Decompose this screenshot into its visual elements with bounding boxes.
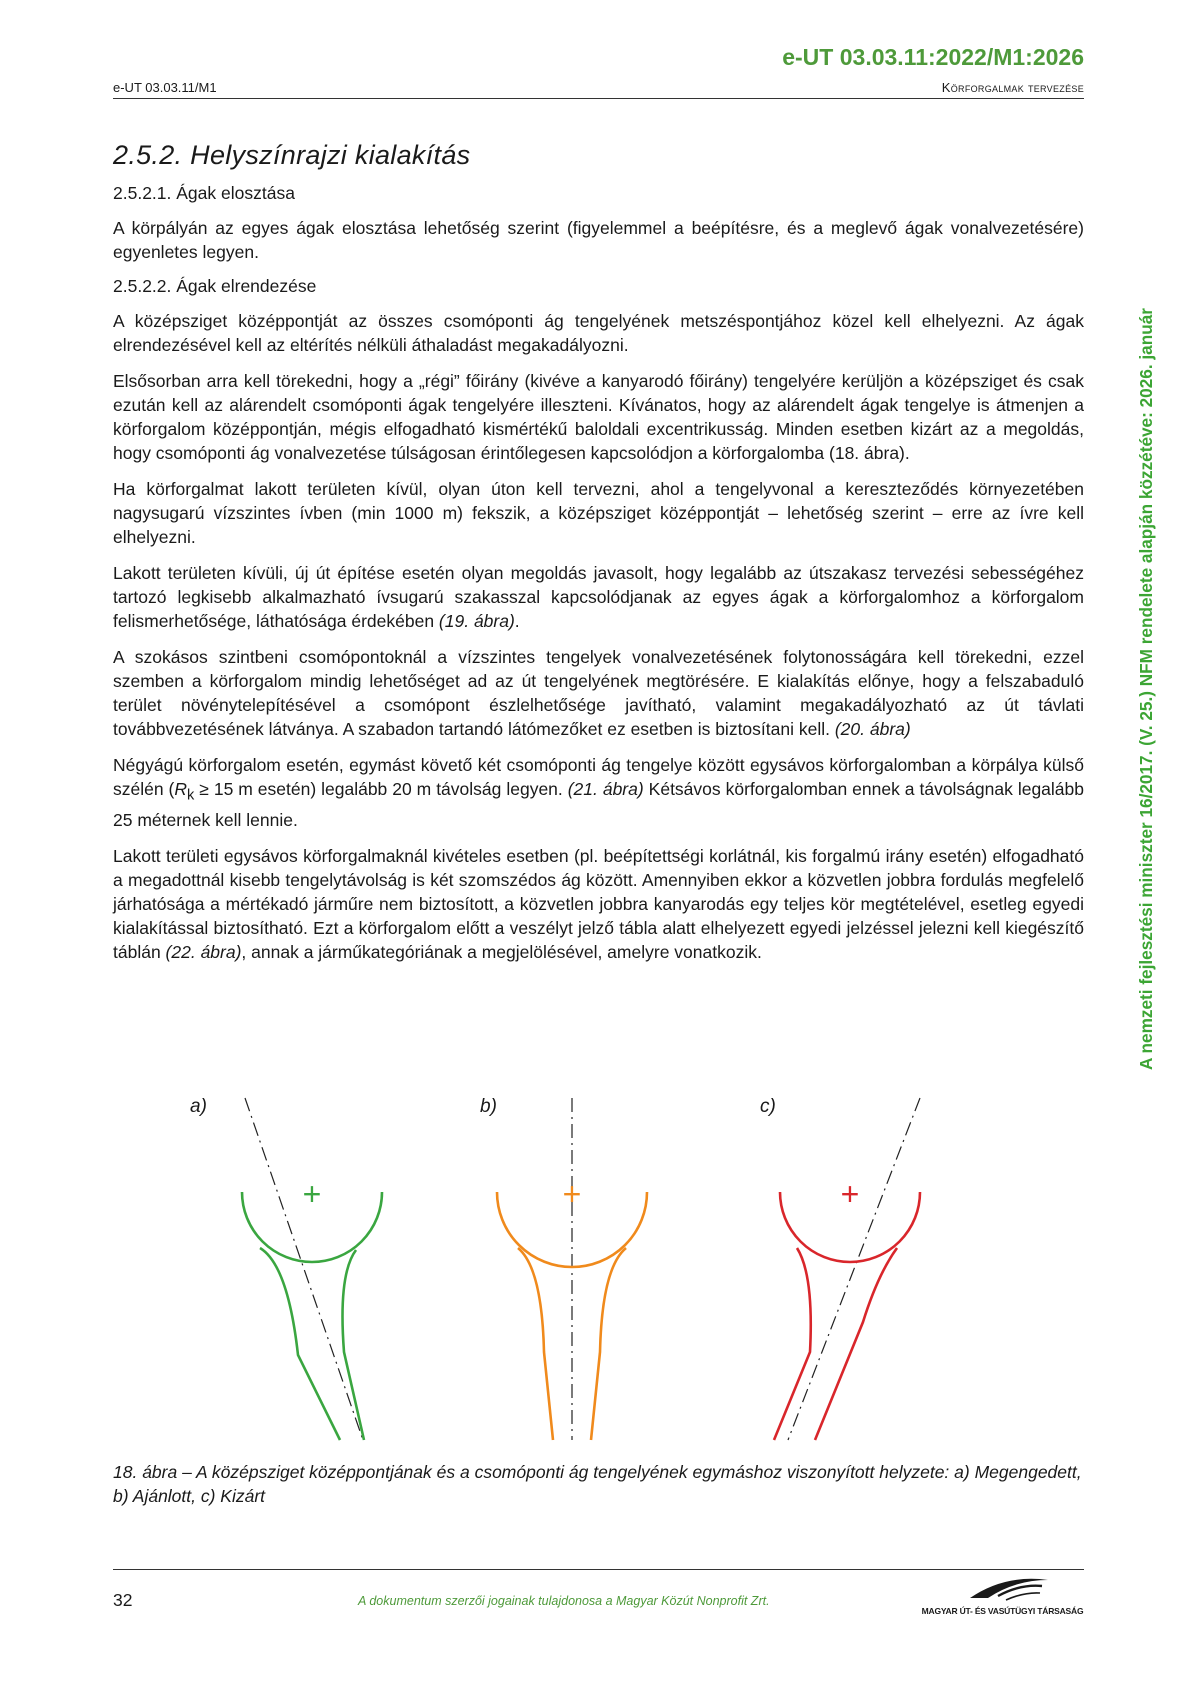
subsection-heading-branch-distribution: 2.5.2.1. Ágak elosztása bbox=[113, 183, 295, 203]
branch-edge-right bbox=[815, 1248, 897, 1440]
paragraph: Ha körforgalmat lakott területen kívül, olyan úton kell tervezni, ahol a tengelyvonal a kereszteződés környezetében nagysugarú vízszintes ívben (min 1000 m) fekszik, a középsziget középpontját – lehetőség szerint – erre az ívre kell elhelyezni. bbox=[113, 479, 1084, 547]
radius-subscript: k bbox=[187, 787, 195, 804]
header-divider bbox=[113, 98, 1084, 99]
diagram-a-permitted bbox=[190, 1096, 382, 1440]
paragraph bbox=[113, 844, 1084, 964]
paragraph bbox=[113, 645, 1084, 741]
diagram-label-c: c) bbox=[760, 1096, 776, 1117]
page-number: 32 bbox=[113, 1590, 133, 1610]
diagram-b-recommended bbox=[480, 1096, 647, 1440]
logo-text: MAGYAR ÚT- ÉS VASÚTÜGYI TÁRSASÁG bbox=[921, 1606, 1084, 1616]
footer-divider bbox=[113, 1569, 1084, 1570]
paragraph bbox=[113, 753, 1084, 832]
paragraph-text: Lakott területi egysávos körforgalmaknál kivételes esetben (pl. beépítettségi korlátnál, kis forgalmú irány esetén) elfogadható a megadottnál kisebb tengelytávolság is két szomszédos ág között. Amennyiben ekkor a közvetlen jobbra fordulás megfelelő járhatósága a mértékadó járműre nem biztosított, a közvetlen jobbra kanyarodás egy teljes kör megtételével, esetleg egyedi kialakítással biztosítható. Ezt a körforgalom előtt a veszélyt jelző tábla alatt elhelyezett egyedi jelzéssel jelezni kell kiegészítő táblán bbox=[113, 845, 1084, 962]
branch-edge-left bbox=[774, 1248, 811, 1440]
logo-swoosh-icon bbox=[920, 1572, 1085, 1604]
publication-side-note: A nemzeti fejlesztési miniszter 16/2017. (V. 25.) NFM rendelete alapján közzétéve: 2026. január bbox=[1136, 308, 1156, 1070]
paragraph: A középsziget középpontját az összes csomóponti ág tengelyének metszéspontjához közel kell elhelyezni. Az ágak elrendezésével kell az eltérítés nélküli áthaladást megakadályozni. bbox=[113, 311, 1084, 355]
figure-reference: (19. ábra) bbox=[438, 611, 515, 631]
header-standard-id: e-UT 03.03.11/M1 bbox=[113, 80, 217, 95]
branch-axis-line bbox=[245, 1098, 363, 1440]
paragraph: A körpályán az egyes ágak elosztása lehetőség szerint (figyelemmel a beépítésre, és a meglevő ágak vonalvezetésére) egyenletes legyen. bbox=[113, 218, 1084, 262]
paragraph: Elsősorban arra kell törekedni, hogy a „régi” főirány (kivéve a kanyarodó főirány) tengelyére kerüljön a középsziget és csak ezután kell az alárendelt csomóponti ágak tengelyére illeszteni. Kívánatos, hogy az alárendelt ágak tengelye is átmenjen a körforgalom középpontján, mégis elfogadható kismértékű baloldali excentrikusság. Minden esetben kizárt az a megoldás, hogy csomóponti ág vonalvezetése túlságosan érintőlegesen kapcsolódjon a körforgalomba (18. ábra). bbox=[113, 371, 1084, 463]
branch-edge-left bbox=[518, 1248, 553, 1440]
paragraph-text: Lakott területen kívüli, új út építése esetén olyan megoldás javasolt, hogy legalább az útszakasz tervezési sebességéhez tartozó legkisebb alkalmazható ívsugarú szakasszal kapcsolódjanak az egyes ágak a körforgalomhoz a körforgalom felismerhetősége, láthatósága érdekében bbox=[113, 563, 1084, 631]
figure-reference: (21. ábra) bbox=[567, 779, 644, 799]
diagram-label-b: b) bbox=[480, 1096, 497, 1117]
figure-reference: (20. ábra) bbox=[834, 719, 911, 739]
branch-edge-right bbox=[591, 1248, 626, 1440]
branch-axis-line bbox=[788, 1098, 920, 1440]
paragraph-text: Kétsávos körforgalomban ennek a távolságnak legalább 25 méternek kell lennie. bbox=[113, 779, 1085, 830]
document-code: e-UT 03.03.11:2022/M1:2026 bbox=[782, 44, 1084, 70]
header-chapter-title: Körforgalmak tervezése bbox=[941, 80, 1084, 95]
diagram-label-a: a) bbox=[190, 1096, 207, 1117]
paragraph-text: A szokásos szintbeni csomópontoknál a vízszintes tengelyek vonalvezetésének folytonosságára kell törekedni, ezzel szemben a körforgalom mindig lehetőséget ad az út tengelyének megtörésére. E kialakítás előnye, hogy a felszabaduló terület növénytelepítésével a csomópont észlelhetősége javítható, valamint megakadályozható az út távlati továbbvezetésének látványa. A szabadon tartandó látómezőket ez esetben is biztosítani kell. bbox=[113, 647, 1084, 739]
diagram-c-excluded bbox=[760, 1096, 920, 1440]
branch-edge-left bbox=[260, 1248, 340, 1440]
paragraph-text: ≥ 15 m esetén) legalább 20 m távolság legyen. bbox=[194, 779, 568, 799]
radius-symbol: R bbox=[174, 779, 188, 799]
page-body bbox=[113, 140, 1084, 976]
section-heading: 2.5.2. Helyszínrajzi kialakítás bbox=[113, 140, 471, 170]
center-marker-b: + bbox=[562, 1176, 582, 1212]
figure-caption: 18. ábra – A középsziget középpontjának és a csomóponti ág tengelyének egymáshoz viszonyított helyzete: a) Megengedett, b) Ajánlott, c) Kizárt bbox=[113, 1462, 1082, 1506]
paragraph-text: . bbox=[514, 611, 520, 631]
center-marker-a: + bbox=[302, 1176, 322, 1212]
society-logo bbox=[920, 1572, 1085, 1616]
copyright-notice: A dokumentum szerzői jogainak tulajdonosa a Magyar Közút Nonprofit Zrt. bbox=[358, 1594, 770, 1608]
subsection-heading-branch-arrangement: 2.5.2.2. Ágak elrendezése bbox=[113, 276, 317, 296]
figure-18-diagram bbox=[180, 1090, 1100, 1450]
paragraph-text: Négyágú körforgalom esetén, egymást követő két csomóponti ág tengelye között egysávos körforgalomban a körpálya külső szélén ( bbox=[113, 755, 1084, 799]
center-marker-c: + bbox=[840, 1176, 860, 1212]
paragraph-text: , annak a járműkategóriának a megjelölésével, amelyre vonatkozik. bbox=[241, 941, 762, 962]
figure-reference: (22. ábra) bbox=[165, 941, 242, 962]
paragraph bbox=[113, 561, 1084, 633]
